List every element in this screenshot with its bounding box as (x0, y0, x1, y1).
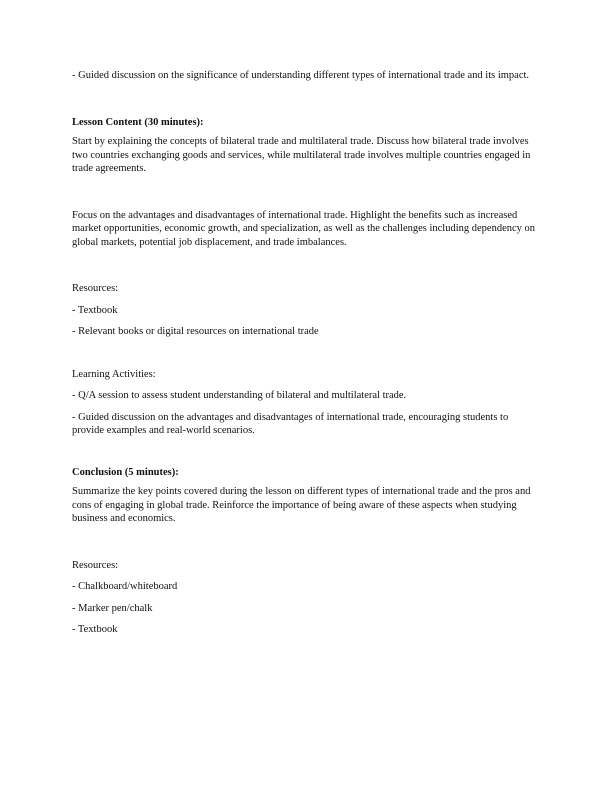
resources-item-books-digital: - Relevant books or digital resources on international trade (72, 326, 319, 337)
resources-item-textbook-2: - Textbook (72, 624, 118, 635)
resources-label-2: Resources: (72, 559, 119, 571)
lesson-content-paragraph-2: Focus on the advantages and disadvantages of international trade. Highlight the benefits such as increased market opportunities, economic growth, and specialization, as well as the challenges including dependency on global markets, potential job displacement, and trade imbalances. (72, 209, 536, 248)
learning-activities-label: Learning Activities: (72, 368, 156, 380)
lesson-content-paragraph-1: Start by explaining the concepts of bilateral trade and multilateral trade. Discuss how bilateral trade involves two countries exchanging goods and services, while multilateral trade involves multiple countries engaged in trade agreements. (72, 136, 531, 174)
conclusion-paragraph: Summarize the key points covered during the lesson on different types of international trade and the pros and cons of engaging in global trade. Reinforce the importance of being aware of these aspects when studying business and economics. (72, 486, 531, 524)
resources-item-chalkboard: - Chalkboard/whiteboard (72, 581, 178, 592)
resources-label-1: Resources: (72, 283, 119, 294)
document-content (72, 69, 540, 637)
conclusion-heading: Conclusion (5 minutes): (72, 466, 179, 478)
learning-activity-qa: - Q/A session to assess student understanding of bilateral and multilateral trade. (72, 390, 407, 401)
resources-item-textbook-1: - Textbook (72, 304, 118, 316)
lesson-content-heading: Lesson Content (30 minutes): (72, 116, 204, 128)
intro-discussion-line: - Guided discussion on the significance of understanding different types of international trade and its impact. (72, 70, 530, 81)
resources-item-marker: - Marker pen/chalk (72, 602, 153, 614)
learning-activity-guided-discussion: - Guided discussion on the advantages and disadvantages of international trade, encouraging students to provide examples and real-world scenarios. (72, 411, 509, 436)
